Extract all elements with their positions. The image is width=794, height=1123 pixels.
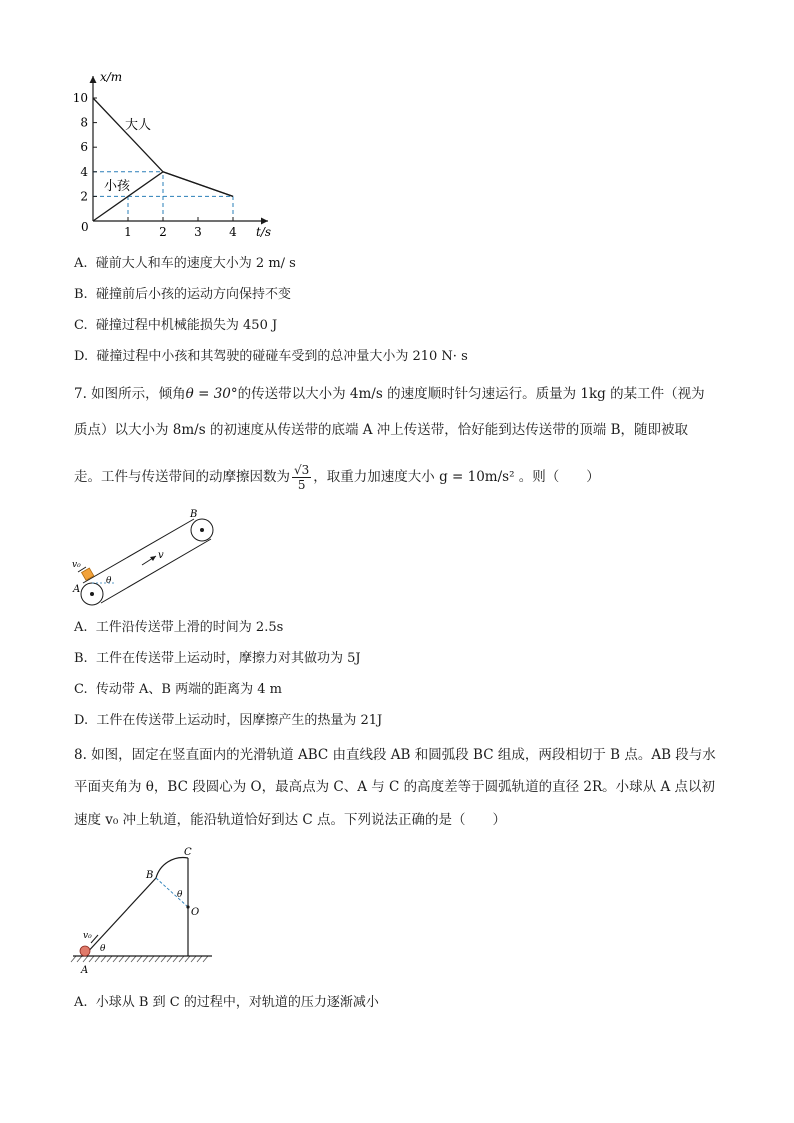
hatch-stroke bbox=[173, 956, 178, 962]
x-tick-label-3: 3 bbox=[194, 225, 202, 239]
ground-hatching bbox=[71, 956, 208, 962]
point-a-label: A bbox=[73, 584, 81, 595]
hatch-stroke bbox=[179, 956, 184, 962]
q6-option-b: B. 碰撞前后小孩的运动方向保持不变 bbox=[74, 287, 291, 302]
ball bbox=[80, 946, 90, 956]
pulley-bottom-axle bbox=[90, 592, 94, 596]
series-label-child: 小孩 bbox=[104, 179, 131, 194]
hatch-stroke bbox=[137, 956, 142, 962]
hatch-stroke bbox=[143, 956, 148, 962]
q8-option-a: A. 小球从 B 到 C 的过程中，对轨道的压力逐渐减小 bbox=[74, 995, 379, 1010]
initial-velocity-label: v₀ bbox=[72, 560, 81, 570]
q8-stem-line-1: 8. 如图，固定在竖直面内的光滑轨道 ABC 由直线段 AB 和圆弧段 BC 组成，两段相切于 B 点。AB 段与水 bbox=[74, 747, 716, 763]
x-axis-label: t/s bbox=[256, 225, 272, 239]
incline-angle-label: θ bbox=[106, 576, 112, 586]
series-label-adult: 大人 bbox=[125, 118, 152, 133]
pulley-top-axle bbox=[200, 528, 204, 532]
radius-ob-dashed bbox=[156, 878, 188, 907]
q7-stem-line-1: 7. 如图所示，倾角θ = 30°的传送带以大小为 4m/s 的速度顺时针匀速运行。质量为 1kg 的某工件（视为 bbox=[74, 386, 705, 402]
hatch-stroke bbox=[89, 956, 94, 962]
hatch-stroke bbox=[107, 956, 112, 962]
center-o-dot bbox=[186, 905, 189, 908]
hatch-stroke bbox=[161, 956, 166, 962]
hatch-stroke bbox=[197, 956, 202, 962]
hatch-stroke bbox=[113, 956, 118, 962]
q6-option-d: D. 碰撞过程中小孩和其驾驶的碰碰车受到的总冲量大小为 210 N· s bbox=[74, 349, 468, 364]
hatch-stroke bbox=[167, 956, 172, 962]
point-c-label: C bbox=[184, 847, 192, 858]
center-angle-label: θ bbox=[177, 890, 183, 900]
q7-option-b: B. 工件在传送带上运动时，摩擦力对其做功为 5J bbox=[74, 651, 361, 666]
y-axis-label: x/m bbox=[100, 70, 123, 84]
q7-option-c: C. 传动带 A、B 两端的距离为 4 m bbox=[74, 682, 282, 697]
x-tick-label-4: 4 bbox=[229, 225, 237, 239]
workpiece-block bbox=[82, 568, 94, 580]
y-tick-label-2: 2 bbox=[80, 189, 88, 204]
hatch-stroke bbox=[119, 956, 124, 962]
hatch-stroke bbox=[191, 956, 196, 962]
hatch-stroke bbox=[155, 956, 160, 962]
straight-track-ab bbox=[84, 878, 156, 956]
point-a-label: A bbox=[81, 965, 89, 976]
hatch-stroke bbox=[149, 956, 154, 962]
hatch-stroke bbox=[125, 956, 130, 962]
y-tick-label-4: 4 bbox=[80, 164, 88, 179]
q8-stem-line-3: 速度 v₀ 冲上轨道，能沿轨道恰好到达 C 点。下列说法正确的是（ ） bbox=[74, 812, 507, 828]
point-b-label: B bbox=[190, 509, 198, 520]
hatch-stroke bbox=[71, 956, 76, 962]
track-figure bbox=[70, 845, 220, 980]
y-tick-label-8: 8 bbox=[80, 115, 88, 130]
q6-option-a: A. 碰前大人和车的速度大小为 2 m/ s bbox=[74, 256, 296, 271]
hatch-stroke bbox=[83, 956, 88, 962]
xt-chart bbox=[70, 70, 290, 245]
hatch-stroke bbox=[185, 956, 190, 962]
x-tick-label-1: 1 bbox=[124, 225, 132, 239]
belt-top-line bbox=[83, 519, 194, 583]
y-tick-label-10: 10 bbox=[72, 91, 88, 105]
belt-bottom-line bbox=[101, 539, 211, 603]
hatch-stroke bbox=[95, 956, 100, 962]
q6-option-c: C. 碰撞过程中机械能损失为 450 J bbox=[74, 318, 278, 333]
y-tick-label-6: 6 bbox=[80, 140, 88, 155]
initial-velocity-label: v₀ bbox=[83, 931, 92, 941]
conveyor-figure bbox=[70, 508, 220, 610]
hatch-stroke bbox=[131, 956, 136, 962]
point-o-label: O bbox=[191, 907, 200, 918]
hatch-stroke bbox=[77, 956, 82, 962]
arc-track-bc bbox=[156, 858, 188, 878]
belt-velocity-label: v bbox=[158, 550, 164, 561]
point-b-label: B bbox=[146, 870, 154, 881]
friction-fraction: $\frac{√3}{5}$ bbox=[294, 463, 310, 492]
q8-stem-line-2: 平面夹角为 θ，BC 段圆心为 O，最高点为 C、A 与 C 的高度差等于圆弧轨道的直径 2R。小球从 A 点以初 bbox=[74, 779, 716, 795]
q7-stem-line-3: 走。工件与传送带间的动摩擦因数为 $\frac{√3}{5}$ ，取重力加速度大小 g = 10m/s² 。则（ ） bbox=[74, 463, 600, 492]
incline-angle-label: θ bbox=[100, 944, 106, 954]
origin-label: 0 bbox=[81, 220, 89, 234]
hatch-stroke bbox=[203, 956, 208, 962]
x-tick-label-2: 2 bbox=[159, 225, 167, 239]
q7-option-a: A. 工件沿传送带上滑的时间为 2.5s bbox=[74, 620, 284, 635]
q7-stem-line-2: 质点）以大小为 8m/s 的初速度从传送带的底端 A 冲上传送带，恰好能到达传送带的顶端 B，随即被取 bbox=[74, 422, 688, 438]
q7-option-d: D. 工件在传送带上运动时，因摩擦产生的热量为 21J bbox=[74, 713, 383, 728]
hatch-stroke bbox=[101, 956, 106, 962]
